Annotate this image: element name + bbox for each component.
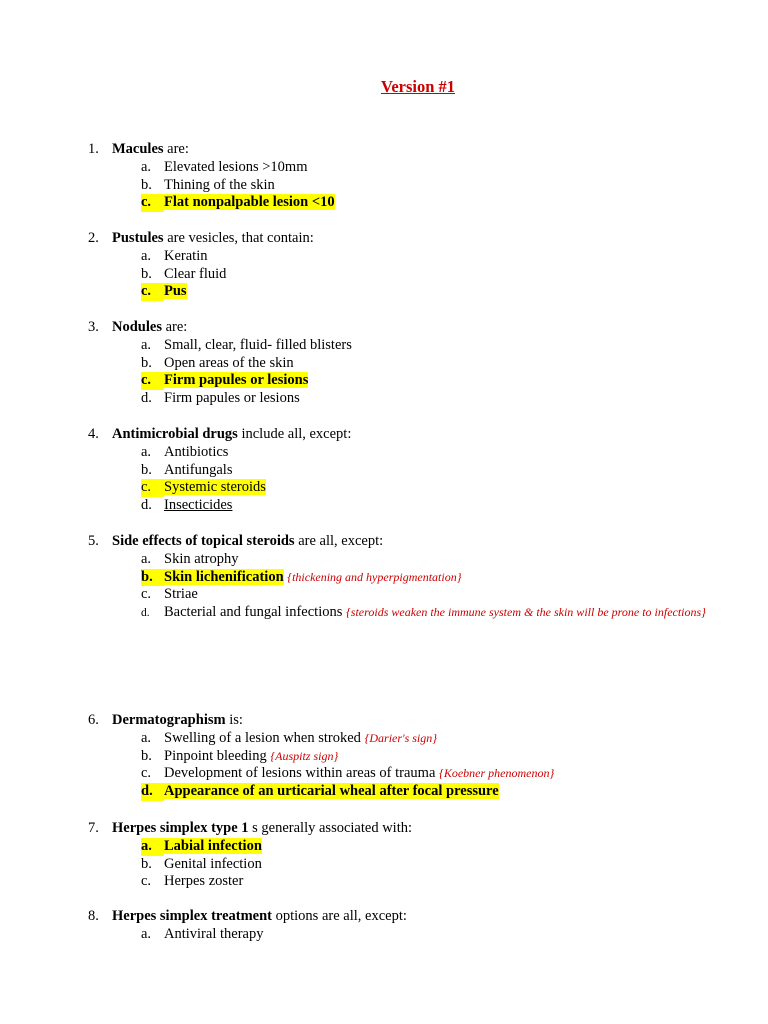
- option-list: [141, 248, 314, 301]
- answer-option: [141, 765, 554, 783]
- question-stem: [88, 908, 407, 926]
- question-item: [88, 319, 352, 408]
- question-number: 6.: [88, 712, 99, 728]
- option-body: [141, 390, 300, 406]
- option-body: [141, 586, 198, 602]
- question-number: 4.: [88, 426, 99, 442]
- option-text: Striae: [164, 586, 198, 603]
- question-number: 2.: [88, 230, 99, 246]
- answer-option: [141, 497, 351, 515]
- option-letter: c.: [141, 194, 164, 212]
- option-letter: a.: [141, 729, 152, 746]
- answer-option: [141, 462, 351, 480]
- answer-option: [141, 248, 314, 266]
- option-body: [141, 159, 308, 175]
- explanation-note: {steroids weaken the immune system & the skin will be prone to infections}: [346, 605, 706, 620]
- highlighted-answer: [141, 479, 266, 495]
- explanation-note: {Darier's sign}: [364, 730, 438, 745]
- option-body: [141, 266, 226, 282]
- option-body: [141, 497, 232, 513]
- option-text: Small, clear, fluid- filled blisters: [164, 336, 352, 353]
- question-item: [88, 712, 554, 801]
- option-text: Pinpoint bleeding: [164, 747, 267, 764]
- answer-option: [141, 783, 554, 801]
- option-letter: c.: [141, 873, 152, 890]
- answer-option: [141, 194, 335, 212]
- option-list: [141, 337, 352, 408]
- option-body: [141, 551, 239, 567]
- option-text: Labial infection: [164, 837, 262, 854]
- option-letter: a.: [141, 443, 152, 460]
- option-list: [141, 444, 351, 515]
- option-letter: a.: [141, 247, 152, 264]
- option-text: Systemic steroids: [164, 479, 266, 496]
- option-body: [141, 926, 263, 942]
- question-number: 8.: [88, 908, 99, 924]
- option-body: [141, 177, 275, 193]
- answer-option: [141, 372, 352, 390]
- page-title: Version #1: [380, 77, 456, 96]
- option-letter: b.: [141, 569, 164, 587]
- question-text: are vesicles, that contain:: [163, 230, 314, 246]
- option-text: Open areas of the skin: [164, 354, 294, 371]
- option-letter: b.: [141, 176, 152, 193]
- option-text: Appearance of an urticarial wheal after focal pressure: [164, 783, 499, 800]
- option-text: Thining of the skin: [164, 176, 275, 193]
- option-letter: d.: [141, 607, 150, 620]
- question-number: 7.: [88, 820, 99, 836]
- question-stem: [88, 319, 352, 337]
- option-text: Antifungals: [164, 461, 233, 478]
- answer-option: [141, 177, 335, 195]
- answer-option: [141, 479, 351, 497]
- option-text: Skin atrophy: [164, 550, 239, 567]
- option-body: [141, 604, 342, 620]
- answer-option: [141, 873, 412, 891]
- option-text: Antiviral therapy: [164, 925, 264, 942]
- option-text: Swelling of a lesion when stroked: [164, 729, 361, 746]
- answer-option: [141, 748, 554, 766]
- question-term: Macules: [112, 141, 164, 157]
- question-stem: [88, 820, 412, 838]
- option-body: [141, 730, 361, 746]
- question-text: are:: [163, 141, 189, 157]
- option-body: [141, 873, 243, 889]
- option-text: Antibiotics: [164, 443, 229, 460]
- question-item: [88, 230, 314, 301]
- option-letter: d.: [141, 783, 164, 801]
- option-letter: a.: [141, 838, 164, 856]
- question-text: is:: [225, 712, 243, 728]
- highlighted-answer: [141, 783, 499, 799]
- question-stem: [88, 712, 554, 730]
- highlighted-answer: [141, 283, 187, 299]
- question-item: [88, 141, 335, 212]
- explanation-note: {Koebner phenomenon}: [439, 766, 555, 781]
- highlighted-answer: [141, 569, 284, 585]
- answer-option: [141, 604, 706, 623]
- option-letter: b.: [141, 461, 152, 478]
- highlighted-answer: [141, 372, 308, 388]
- option-text: Elevated lesions >10mm: [164, 158, 308, 175]
- answer-option: [141, 856, 412, 874]
- option-body: [141, 856, 262, 872]
- answer-option: [141, 159, 335, 177]
- option-text: Flat nonpalpable lesion <10: [164, 194, 335, 211]
- option-letter: b.: [141, 855, 152, 872]
- question-number: 1.: [88, 141, 99, 157]
- option-list: [141, 838, 412, 891]
- question-text: are:: [161, 319, 188, 335]
- option-text: Development of lesions within areas of trauma: [164, 765, 436, 782]
- option-text: Pus: [164, 283, 187, 300]
- answer-option: [141, 730, 554, 748]
- highlighted-answer: [141, 194, 335, 210]
- option-letter: c.: [141, 586, 152, 603]
- question-term: Side effects of topical steroids: [112, 533, 295, 549]
- question-number: 5.: [88, 533, 99, 549]
- question-term: Herpes simplex type 1: [112, 820, 249, 836]
- option-letter: b.: [141, 747, 152, 764]
- option-letter: d.: [141, 497, 152, 514]
- option-letter: c.: [141, 283, 164, 301]
- question-term: Dermatographism: [112, 712, 226, 728]
- option-letter: a.: [141, 925, 152, 942]
- option-letter: c.: [141, 372, 164, 390]
- option-letter: c.: [141, 765, 152, 782]
- option-letter: a.: [141, 158, 152, 175]
- answer-option: [141, 337, 352, 355]
- option-text: Herpes zoster: [164, 873, 244, 890]
- answer-option: [141, 551, 706, 569]
- answer-option: [141, 838, 412, 856]
- question-stem: [88, 533, 706, 551]
- option-letter: a.: [141, 550, 152, 567]
- answer-option: [141, 390, 352, 408]
- answer-option: [141, 586, 706, 604]
- option-letter: d.: [141, 390, 152, 407]
- option-body: [141, 248, 207, 264]
- question-stem: [88, 426, 351, 444]
- option-list: [141, 551, 706, 623]
- option-body: [141, 355, 294, 371]
- answer-option: [141, 926, 407, 944]
- question-text: include all, except:: [237, 426, 352, 442]
- option-text: Firm papules or lesions: [164, 390, 300, 407]
- option-list: [141, 926, 407, 944]
- question-term: Antimicrobial drugs: [112, 426, 238, 442]
- question-stem: [88, 141, 335, 159]
- option-text: Clear fluid: [164, 265, 227, 282]
- question-number: 3.: [88, 319, 99, 335]
- option-text: Firm papules or lesions: [164, 372, 309, 389]
- question-item: [88, 426, 351, 515]
- explanation-note: {thickening and hyperpigmentation}: [287, 569, 462, 584]
- question-term: Herpes simplex treatment: [112, 908, 272, 924]
- answer-option: [141, 569, 706, 587]
- explanation-note: {Auspitz sign}: [270, 748, 339, 763]
- question-text: s generally associated with:: [248, 820, 413, 836]
- option-list: [141, 159, 335, 212]
- option-body: [141, 765, 435, 781]
- option-body: [141, 337, 352, 353]
- option-text: Skin lichenification: [164, 568, 284, 585]
- option-body: [141, 444, 228, 460]
- question-text: options are all, except:: [272, 908, 407, 924]
- option-letter: c.: [141, 479, 164, 497]
- option-letter: b.: [141, 265, 152, 282]
- answer-option: [141, 355, 352, 373]
- question-text: are all, except:: [294, 533, 384, 549]
- option-text: Genital infection: [164, 855, 262, 872]
- highlighted-answer: [141, 838, 262, 854]
- question-item: [88, 820, 412, 891]
- option-body: [141, 748, 267, 764]
- option-letter: b.: [141, 354, 152, 371]
- question-term: Pustules: [112, 230, 164, 246]
- option-list: [141, 730, 554, 801]
- answer-option: [141, 266, 314, 284]
- option-body: [141, 462, 232, 478]
- question-item: [88, 908, 407, 944]
- question-term: Nodules: [112, 319, 162, 335]
- option-text: Keratin: [164, 247, 208, 264]
- answer-option: [141, 444, 351, 462]
- question-stem: [88, 230, 314, 248]
- option-text: Insecticides: [164, 497, 233, 514]
- option-letter: a.: [141, 336, 152, 353]
- question-item: [88, 533, 706, 623]
- option-text: Bacterial and fungal infections: [164, 604, 343, 621]
- answer-option: [141, 283, 314, 301]
